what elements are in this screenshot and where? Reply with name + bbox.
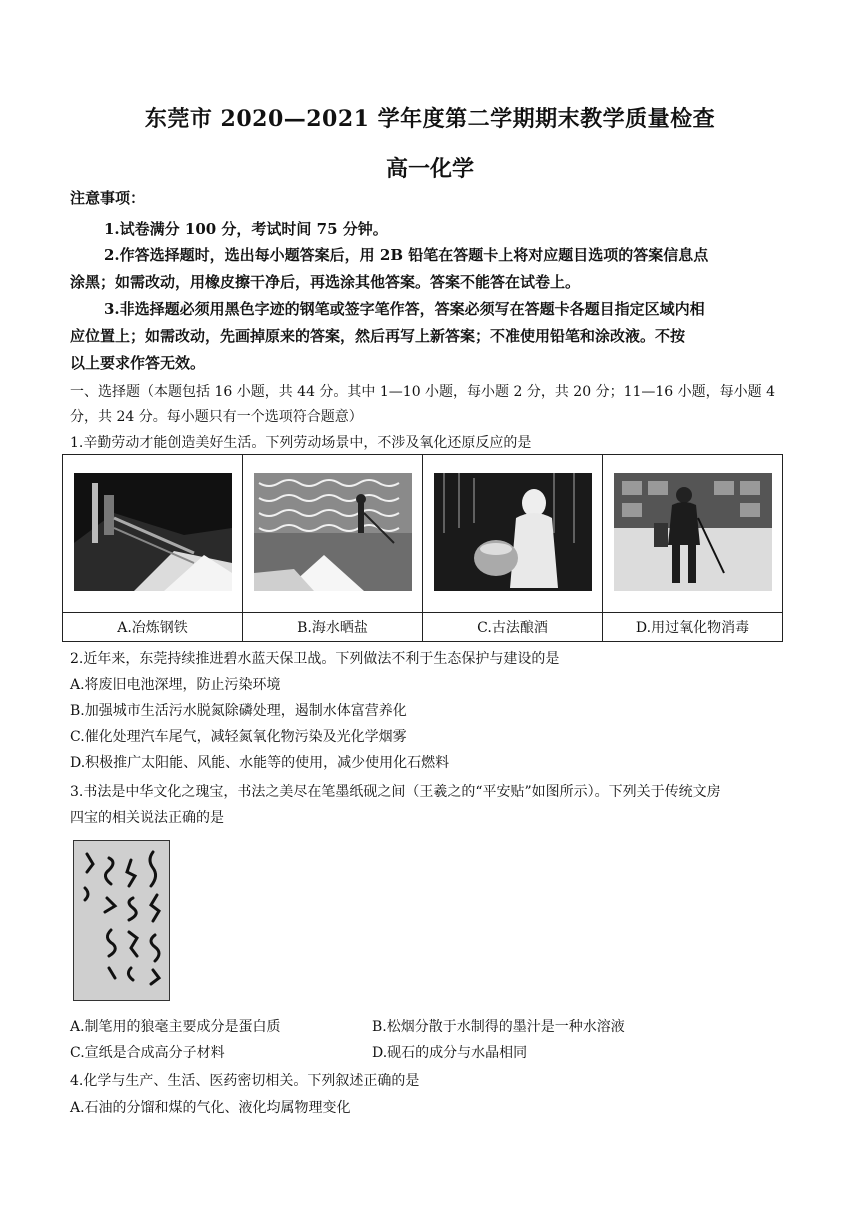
- calligraphy-scroll-image: [73, 840, 170, 1001]
- subject-title: 高一化学: [385, 156, 474, 182]
- section-1-intro-line-2: 分，共 24 分。每小题只有一个选项符合题意）: [70, 409, 363, 425]
- notice-item-3-line-2: 应位置上；如需改动，先画掉原来的答案，然后再写上新答案；不准使用铅笔和涂改液。不按: [70, 327, 686, 345]
- question-2-option-a: A.将废旧电池深埋，防止污染环境: [70, 677, 281, 693]
- sea-salt-drying-image: [254, 473, 412, 591]
- question-3-option-c: C.宣纸是合成高分子材料: [70, 1045, 225, 1061]
- question-2-option-c: C.催化处理汽车尾气，减轻氮氧化物污染及光化学烟雾: [70, 729, 407, 745]
- option-a-caption: A.冶炼钢铁: [63, 613, 243, 642]
- question-4-option-a: A.石油的分馏和煤的气化、液化均属物理变化: [70, 1100, 351, 1116]
- question-3-option-b: B.松烟分散于水制得的墨汁是一种水溶液: [372, 1019, 625, 1035]
- notice-item-3-line-3: 以上要求作答无效。: [70, 354, 206, 372]
- ancient-brewing-image: [434, 473, 592, 591]
- question-3-option-d: D.砚石的成分与水晶相同: [372, 1045, 528, 1061]
- option-b-caption: B.海水晒盐: [243, 613, 423, 642]
- question-2-stem: 2.近年来，东莞持续推进碧水蓝天保卫战。下列做法不利于生态保护与建设的是: [70, 651, 560, 667]
- question-4-stem: 4.化学与生产、生活、医药密切相关。下列叙述正确的是: [70, 1073, 420, 1089]
- notice-item-1: 1.试卷满分 100 分，考试时间 75 分钟。: [104, 220, 388, 238]
- option-d-caption: D.用过氧化物消毒: [603, 613, 783, 642]
- exam-title: 东莞市 2020—2021 学年度第二学期期末教学质量检查: [144, 106, 716, 132]
- notice-heading: 注意事项：: [70, 189, 146, 207]
- option-c-caption: C.古法酿酒: [423, 613, 603, 642]
- figure-cell-b: [243, 455, 423, 613]
- question-3-stem-line-1: 3.书法是中华文化之瑰宝，书法之美尽在笔墨纸砚之间（王羲之的“平安贴”如图所示）。下列关于传统文房: [70, 784, 721, 800]
- steel-smelting-image: [74, 473, 232, 591]
- question-1-stem: 1.辛勤劳动才能创造美好生活。下列劳动场景中，不涉及氧化还原反应的是: [70, 435, 532, 451]
- question-3-option-a: A.制笔用的狼毫主要成分是蛋白质: [70, 1019, 281, 1035]
- question-2-option-b: B.加强城市生活污水脱氮除磷处理，遏制水体富营养化: [70, 703, 407, 719]
- disinfection-image: [614, 473, 772, 591]
- figure-cell-a: [63, 455, 243, 613]
- section-1-intro-line-1: 一、选择题（本题包括 16 小题，共 44 分。其中 1—10 小题，每小题 2 分，共 20 分；11—16 小题，每小题 4: [70, 384, 776, 400]
- notice-item-2-line-2: 涂黑；如需改动，用橡皮擦干净后，再选涂其他答案。答案不能答在试卷上。: [70, 273, 581, 291]
- question-1-figure-table: [62, 454, 783, 642]
- figure-cell-d: [603, 455, 783, 613]
- question-2-option-d: D.积极推广太阳能、风能、水能等的使用，减少使用化石燃料: [70, 755, 450, 771]
- notice-item-2-line-1: 2.作答选择题时，选出每小题答案后，用 2B 铅笔在答题卡上将对应题目选项的答案信息点: [104, 246, 709, 264]
- question-3-stem-line-2: 四宝的相关说法正确的是: [70, 810, 224, 826]
- notice-item-3-line-1: 3.非选择题必须用黑色字迹的钢笔或签字笔作答，答案必须写在答题卡各题目指定区域内相: [104, 300, 705, 318]
- figure-cell-c: [423, 455, 603, 613]
